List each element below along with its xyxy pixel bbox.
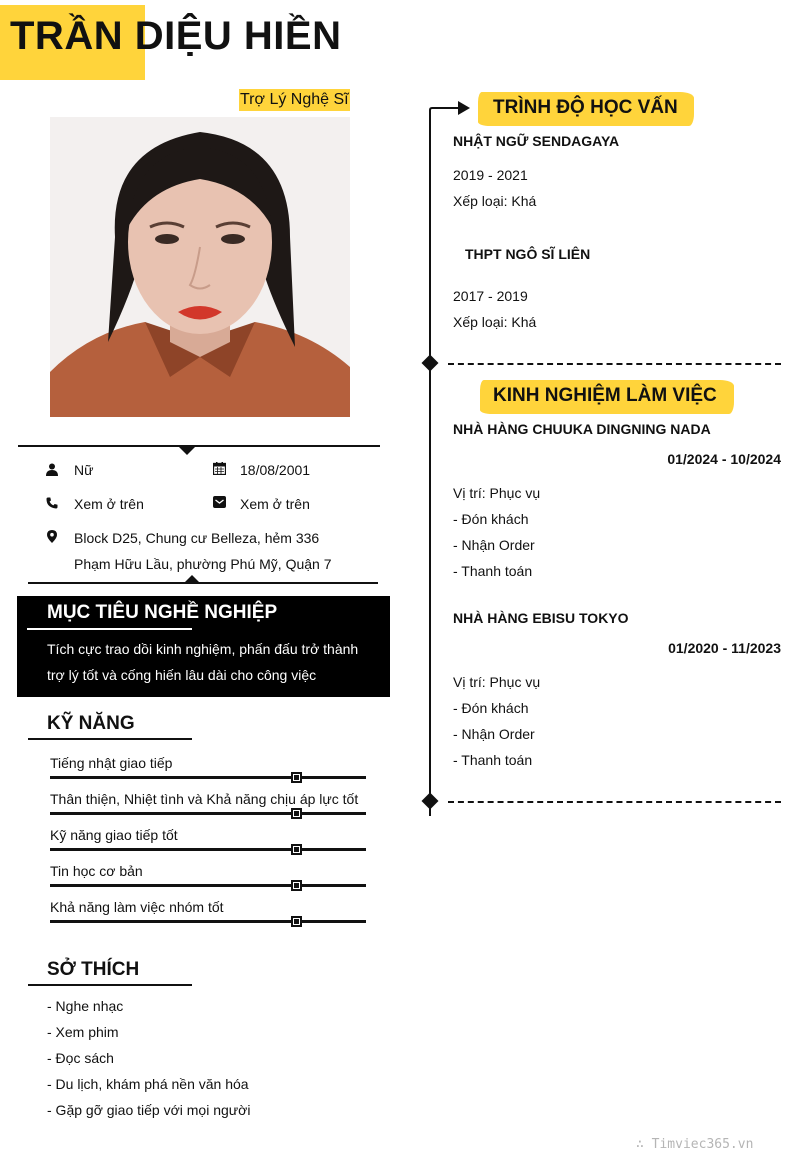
experience-task: - Thanh toán [453,563,533,579]
skill-level-knob [291,880,302,891]
skill-level-knob [291,916,302,927]
section-divider [448,363,781,365]
skill-label: Kỹ năng giao tiếp tốt [50,827,178,843]
education-years: 2017 - 2019 [453,288,528,304]
experience-period: 01/2024 - 10/2024 [667,451,781,467]
experience-task: - Nhận Order [453,726,535,742]
hobby-item: - Xem phim [47,1024,119,1040]
user-icon [45,462,59,476]
birthday-value: 18/08/2001 [240,462,311,478]
objective-line-2: trợ lý tốt và cống hiến lâu dài cho công việc [47,667,317,683]
skill-level-knob [291,844,302,855]
education-title: TRÌNH ĐỘ HỌC VẤN [493,97,678,118]
location-icon [45,529,59,543]
timeline-line [429,110,431,816]
skill-label: Thân thiện, Nhiệt tình và Khả năng chịu áp lực tốt [50,791,359,807]
skill-level-knob [291,808,302,819]
objective-line-1: Tích cực trao dồi kinh nghiệm, phấn đấu trở thành [47,641,359,657]
career-objective-box [17,596,390,697]
skill-bar [50,884,366,887]
hobbies-title: SỞ THÍCH [47,959,140,980]
skill-label: Tiếng nhật giao tiếp [50,755,173,771]
timeline-node [422,355,439,372]
education-school: THPT NGÔ SĨ LIÊN [465,246,591,262]
job-title: Trợ Lý Nghệ Sĩ [239,89,350,111]
experience-task: - Nhận Order [453,537,535,553]
education-years: 2019 - 2021 [453,167,528,183]
candidate-name: TRẦN DIỆU HIỀN [10,14,342,58]
hobbies-underline [28,984,192,986]
experience-position: Vị trí: Phục vụ [453,674,541,690]
skills-underline [28,738,192,740]
section-divider [448,801,781,803]
experience-company: NHÀ HÀNG EBISU TOKYO [453,610,629,626]
watermark: ∴ Timviec365.vn [636,1137,754,1152]
email-icon [212,495,226,509]
address-line-2: Phạm Hữu Lầu, phường Phú Mỹ, Quận 7 [74,556,332,572]
calendar-icon [212,461,226,475]
hobby-item: - Du lịch, khám phá nền văn hóa [47,1076,249,1092]
skills-title: KỸ NĂNG [47,713,135,734]
hobby-item: - Nghe nhạc [47,998,124,1014]
timeline-arrow-icon [428,100,472,120]
contact-top-rule [18,445,380,447]
education-grade: Xếp loại: Khá [453,193,537,209]
experience-task: - Thanh toán [453,752,533,768]
address-line-1: Block D25, Chung cư Belleza, hẻm 336 [74,530,320,546]
contact-top-pointer [179,447,195,455]
skill-level-knob [291,772,302,783]
objective-title: MỤC TIÊU NGHỀ NGHIỆP [47,602,278,623]
profile-photo [50,117,350,417]
skill-label: Khả năng làm việc nhóm tốt [50,899,224,915]
objective-text [47,636,377,688]
timeline-node [422,793,439,810]
skill-bar [50,920,366,923]
email-value: Xem ở trên [240,496,310,512]
contact-bottom-rule [28,582,378,584]
education-school: NHẬT NGỮ SENDAGAYA [453,133,620,149]
experience-title: KINH NGHIỆM LÀM VIỆC [493,385,717,406]
skill-bar [50,776,366,779]
objective-underline [27,628,192,630]
education-grade: Xếp loại: Khá [453,314,537,330]
phone-value: Xem ở trên [74,496,144,512]
experience-period: 01/2020 - 11/2023 [668,640,781,656]
hobby-item: - Gặp gỡ giao tiếp với mọi người [47,1102,251,1118]
gender-value: Nữ [74,462,94,478]
skill-label: Tin học cơ bản [50,863,143,879]
experience-company: NHÀ HÀNG CHUUKA DINGNING NADA [453,421,711,437]
experience-task: - Đón khách [453,511,529,527]
skill-bar [50,812,366,815]
experience-task: - Đón khách [453,700,529,716]
phone-icon [45,496,59,510]
skill-bar [50,848,366,851]
hobby-item: - Đọc sách [47,1050,114,1066]
experience-position: Vị trí: Phục vụ [453,485,541,501]
